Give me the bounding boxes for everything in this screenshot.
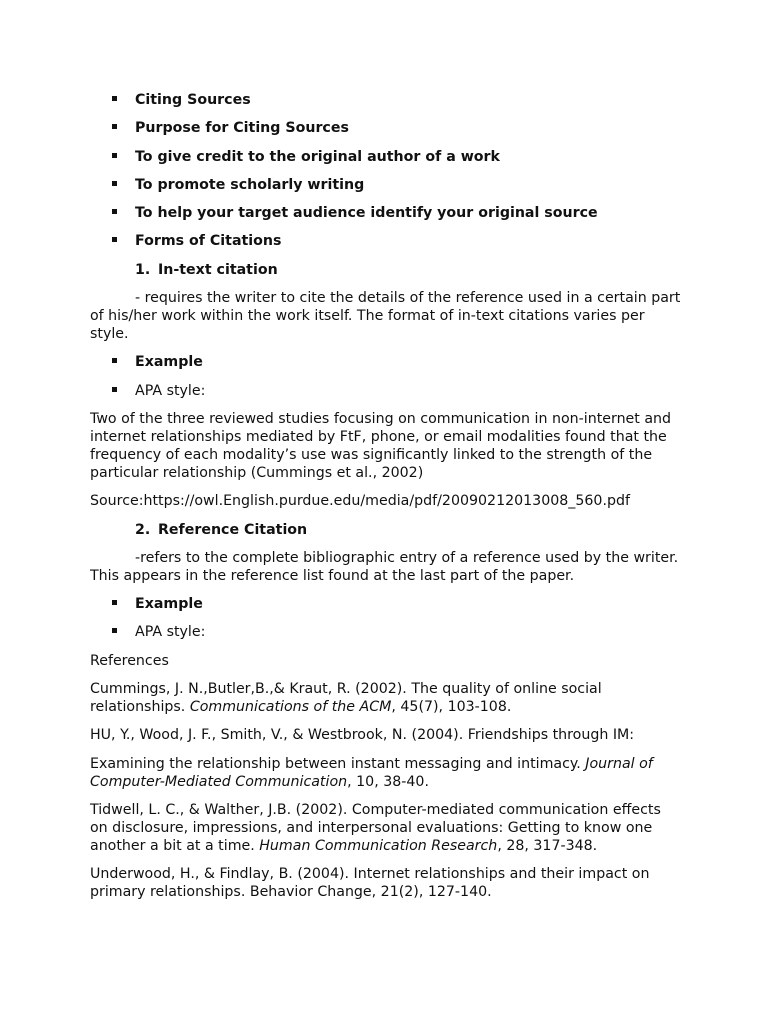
- reference-details: , 28, 317-348.: [497, 837, 598, 854]
- reference-entry: [90, 801, 682, 855]
- bullet-item: [90, 148, 690, 166]
- bullet-text: To help your target audience identify your original source: [135, 205, 598, 222]
- reference-journal: Journal of Computer-Mediated Communication: [90, 755, 653, 790]
- square-bullet-icon: [112, 153, 117, 158]
- bullet-text: APA style:: [135, 624, 206, 641]
- square-bullet-icon: [112, 209, 117, 214]
- bullet-item: [90, 232, 690, 250]
- bullet-text: Purpose for Citing Sources: [135, 120, 349, 137]
- source-line: Source:https://owl.English.purdue.edu/media/pdf/20090212013008_560.pdf: [90, 493, 630, 510]
- bullet-item: [90, 353, 690, 371]
- in-text-example-paragraph: Two of the three reviewed studies focusing on communication in non-internet and internet relationships mediated by FtF, phone, or email modalities found that the frequency of each modality’s use was significantly linked to the strength of the particular relationship (Cummings et al., 2002): [90, 410, 672, 481]
- reference-details: , 45(7), 103-108.: [391, 699, 512, 716]
- section-heading-reference-citation: [90, 521, 690, 539]
- section-number: 1.: [135, 261, 151, 278]
- square-bullet-icon: [112, 124, 117, 129]
- reference-text: Tidwell, L. C., & Walther, J.B. (2002). Computer-mediated communication effects on disclosure, impressions, and interpersonal evaluations: Getting to know one another a bit at a time.: [90, 801, 661, 854]
- reference-entry: [90, 680, 682, 716]
- square-bullet-icon: [112, 387, 117, 392]
- reference-details: , 10, 38-40.: [347, 773, 429, 790]
- bullet-text: Citing Sources: [135, 92, 251, 108]
- reference-journal: Communications of the ACM: [189, 699, 392, 716]
- reference-entry: Underwood, H., & Findlay, B. (2004). Internet relationships and their impact on primary relationships. Behavior Change, 21(2), 127-140.: [90, 866, 650, 901]
- reference-citation-description: -refers to the complete bibliographic entry of a reference used by the writer. This appears in the reference list found at the last part of the paper.: [90, 549, 679, 584]
- reference-text: Examining the relationship between instant messaging and intimacy.: [90, 755, 586, 772]
- square-bullet-icon: [112, 358, 117, 363]
- bullet-item: [90, 204, 690, 222]
- reference-entry: [90, 755, 682, 791]
- bullet-text: To give credit to the original author of a work: [135, 148, 500, 165]
- square-bullet-icon: [112, 96, 117, 101]
- bullet-text: Example: [135, 354, 203, 371]
- square-bullet-icon: [112, 181, 117, 186]
- reference-entry: HU, Y., Wood, J. F., Smith, V., & Westbrook, N. (2004). Friendships through IM:: [90, 727, 635, 744]
- section-heading-in-text-citation: [90, 261, 690, 279]
- square-bullet-icon: [112, 628, 117, 633]
- document-body: [90, 91, 690, 912]
- in-text-citation-description: - requires the writer to cite the details of the reference used in a certain part of his/her work within the work itself. The format of in-text citations varies per style.: [90, 290, 681, 343]
- bullet-text: Example: [135, 596, 203, 613]
- section-title: Reference Citation: [158, 521, 308, 538]
- bullet-item: [90, 91, 690, 109]
- bullet-item: [90, 119, 690, 137]
- section-number: 2.: [135, 521, 151, 538]
- bullet-item: [90, 176, 690, 194]
- reference-text: Cummings, J. N.,Butler,B.,& Kraut, R. (2002). The quality of online social relationships.: [90, 681, 602, 716]
- bullet-item: [90, 595, 690, 613]
- reference-journal: Human Communication Research: [259, 837, 498, 854]
- references-heading: References: [90, 652, 169, 669]
- bullet-item: [90, 623, 690, 641]
- bullet-text: APA style:: [135, 382, 206, 399]
- bullet-item: [90, 382, 690, 400]
- section-title: In-text citation: [158, 261, 278, 278]
- square-bullet-icon: [112, 600, 117, 605]
- bullet-text: To promote scholarly writing: [135, 176, 365, 193]
- bullet-text: Forms of Citations: [135, 233, 282, 250]
- square-bullet-icon: [112, 237, 117, 242]
